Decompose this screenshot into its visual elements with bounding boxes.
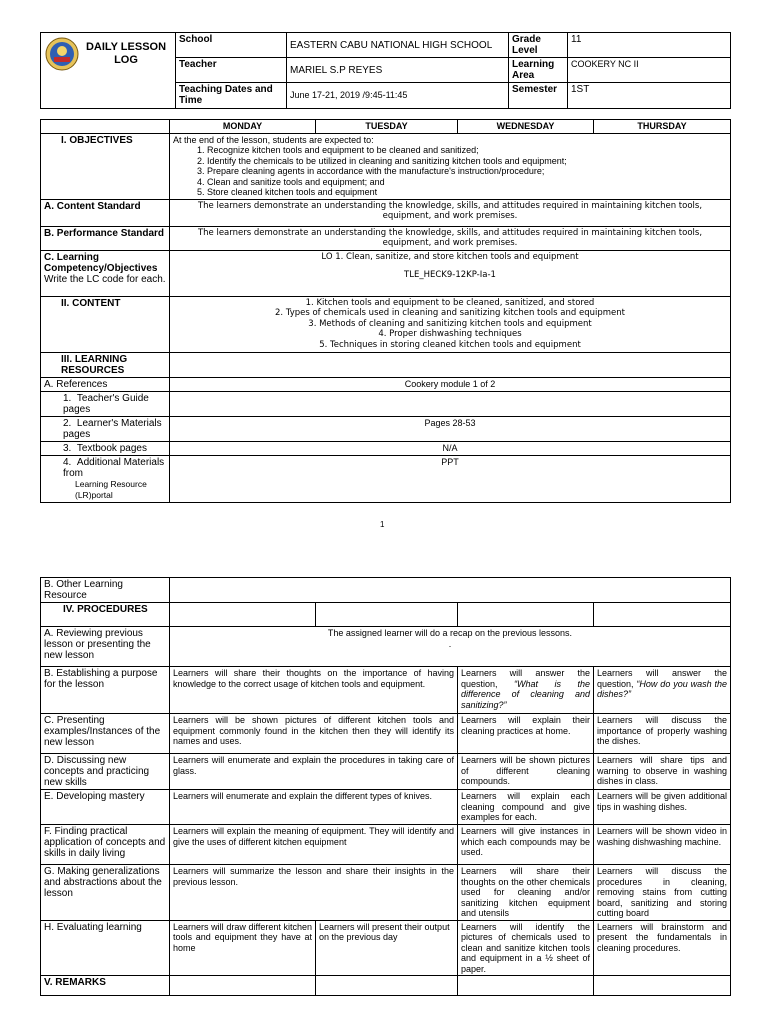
- objective-item: 2. Identify the chemicals to be utilized in cleaning and sanitizing kitchen tools and equipment;: [207, 156, 727, 167]
- tb-label: 3. Textbook pages: [41, 441, 170, 455]
- remarks-tue: [316, 976, 458, 996]
- semester-label: Semester: [509, 83, 568, 109]
- procedure-label-b: B. Establishing a purpose for the lesson: [41, 667, 170, 714]
- tg-label: 1. Teacher's Guide pages: [41, 391, 170, 416]
- procedure-b-thu-text: Learners will answer the question,: [597, 668, 727, 689]
- procedure-label-h: H. Evaluating learning: [41, 920, 170, 976]
- header-logo-cell: [41, 33, 176, 109]
- day-header-tuesday: TUESDAY: [316, 120, 458, 134]
- content-item: 1. Kitchen tools and equipment to be cleaned, sanitized, and stored: [305, 297, 595, 308]
- page-number: 1: [380, 520, 385, 529]
- competency-value-cell: [170, 250, 731, 296]
- procedure-a-text: The assigned learner will do a recap on the previous lessons.: [327, 628, 573, 638]
- lm-label-text: Learner's Materials pages: [63, 417, 162, 440]
- performance-standard-label: B. Performance Standard: [41, 226, 170, 250]
- procedure-b-wed-question: “What is the difference of cleaning and sanitizing?”: [461, 678, 590, 710]
- remarks-mon: [170, 976, 316, 996]
- procedures-wed: [458, 603, 594, 627]
- procedure-c-mon-tue: Learners will be shown pictures of different kitchen tools and equipment commonly found in the kitchen then they will identify its names and uses.: [170, 714, 458, 754]
- log-title: DAILY LESSON LOG: [85, 41, 167, 66]
- content-standard-value: The learners demonstrate an understanding the knowledge, skills, and attitudes required in maintaining kitchen tools, equipment, and work premises.: [170, 199, 731, 226]
- procedures-thu: [594, 603, 731, 627]
- content-item: 5. Techniques in storing cleaned kitchen tools and equipment: [319, 339, 581, 350]
- additional-sub: Learning Resource (LR)portal: [75, 478, 147, 500]
- procedure-h-tue: Learners will present their output on the previous day: [316, 920, 458, 976]
- content-standard-label: A. Content Standard: [41, 199, 170, 226]
- procedure-label-a: A. Reviewing previous lesson or presenting the new lesson: [41, 627, 170, 667]
- objectives-list: [173, 145, 727, 198]
- procedure-f-thu: Learners will be shown video in washing dishwashing machine.: [594, 825, 731, 865]
- tb-value: N/A: [170, 441, 731, 455]
- procedure-label-g: G. Making generalizations and abstractions about the lesson: [41, 865, 170, 921]
- procedure-label-d: D. Discussing new concepts and practicing new skills: [41, 754, 170, 790]
- other-resource-value: [170, 578, 731, 603]
- procedure-h-wed: Learners will identify the pictures of chemicals used to clean and sanitize kitchen tools and equipment in a ½ sheet of paper.: [458, 920, 594, 976]
- school-value: EASTERN CABU NATIONAL HIGH SCHOOL: [287, 33, 509, 58]
- area-value: COOKERY NC II: [568, 58, 731, 83]
- resources-value: [170, 352, 731, 377]
- remarks-label: V. REMARKS: [41, 976, 170, 996]
- lm-value: Pages 28-53: [170, 416, 731, 441]
- objectives-intro: At the end of the lesson, students are expected to:: [173, 134, 374, 145]
- lm-label: 2. Learner's Materials pages: [41, 416, 170, 441]
- procedure-h-thu: Learners will brainstorm and present the fundamentals in cleaning procedures.: [594, 920, 731, 976]
- procedures-tue: [316, 603, 458, 627]
- procedure-a-extra: .: [448, 638, 452, 649]
- day-header-wednesday: WEDNESDAY: [458, 120, 594, 134]
- objective-item: 4. Clean and sanitize tools and equipment; and: [207, 177, 727, 188]
- procedure-c-wed: Learners will explain their cleaning practices at home.: [458, 714, 594, 754]
- procedures-label: IV. PROCEDURES: [41, 603, 170, 627]
- content-item: 2. Types of chemicals used in cleaning and sanitizing kitchen tools and equipment: [275, 308, 625, 318]
- competency-label-cell: [41, 250, 170, 296]
- procedure-label-c: C. Presenting examples/Instances of the new lesson: [41, 714, 170, 754]
- procedure-b-mon-tue: Learners will share their thoughts on the importance of having knowledge to the correct usage of kitchen tools and equipment.: [170, 667, 458, 714]
- teacher-value: MARIEL S.P REYES: [287, 58, 509, 83]
- objectives-value: [170, 133, 731, 199]
- references-value: Cookery module 1 of 2: [170, 377, 731, 391]
- tb-label-text: Textbook pages: [76, 442, 147, 454]
- objectives-label: I. OBJECTIVES: [41, 133, 170, 199]
- procedure-a-value: [170, 627, 731, 667]
- semester-value: 1ST: [568, 83, 731, 109]
- lesson-table-page2: [40, 577, 731, 996]
- competency-note: Write the LC code for each.: [44, 273, 166, 285]
- grade-label: Grade Level: [509, 33, 568, 58]
- procedure-f-wed: Learners will give instances in which each compounds may be used.: [458, 825, 594, 865]
- day-header-monday: MONDAY: [170, 120, 316, 134]
- procedure-e-thu: Learners will be given additional tips in washing dishes.: [594, 790, 731, 825]
- procedure-label-e: E. Developing mastery: [41, 790, 170, 825]
- content-value: [170, 296, 731, 352]
- procedure-c-thu: Learners will discuss the importance of properly washing the dishes.: [594, 714, 731, 754]
- day-header-blank: [41, 120, 170, 134]
- competency-label: C. Learning Competency/Objectives: [44, 251, 158, 274]
- tg-value: [170, 391, 731, 416]
- content-label: II. CONTENT: [41, 296, 170, 352]
- remarks-thu: [594, 976, 731, 996]
- additional-value: PPT: [170, 455, 731, 502]
- procedure-b-wed-text: Learners will answer the question,: [461, 668, 590, 689]
- remarks-wed: [458, 976, 594, 996]
- other-resource-label: B. Other Learning Resource: [41, 578, 170, 603]
- additional-label-text: Additional Materials from: [63, 456, 165, 479]
- procedure-d-thu: Learners will share tips and warning to observe in washing dishes in class.: [594, 754, 731, 790]
- deped-seal-icon: [45, 37, 79, 71]
- header-table: [40, 32, 731, 109]
- lesson-table-page1: [40, 119, 731, 503]
- procedure-b-thu-question: “How do you wash the dishes?”: [597, 678, 728, 699]
- day-header-thursday: THURSDAY: [594, 120, 731, 134]
- dates-label: Teaching Dates and Time: [176, 83, 287, 109]
- procedure-h-mon: Learners will draw different kitchen tools and equipment they have at home: [170, 920, 316, 976]
- procedure-e-wed: Learners will explain each cleaning compound and give examples for each.: [458, 790, 594, 825]
- tg-label-text: Teacher's Guide pages: [63, 392, 149, 415]
- references-label: A. References: [41, 377, 170, 391]
- grade-value: 11: [568, 33, 731, 58]
- procedure-f-mon-tue: Learners will explain the meaning of equipment. They will identify and give the uses of different kitchen equipment: [170, 825, 458, 865]
- content-item: 3. Methods of cleaning and sanitizing kitchen tools and equipment: [308, 318, 592, 329]
- procedure-g-thu: Learners will discuss the procedures in cleaning, removing stains from cutting board, sanitizing and storing cutting board: [594, 865, 731, 921]
- performance-standard-value: The learners demonstrate an understanding the knowledge, skills, and attitudes required in maintaining kitchen tools, equipment, and work premises.: [170, 226, 731, 250]
- procedure-e-mon-tue: Learners will enumerate and explain the different types of knives.: [170, 790, 458, 825]
- competency-value: LO 1. Clean, sanitize, and store kitchen tools and equipment: [321, 251, 579, 262]
- objective-item: 5. Store cleaned kitchen tools and equipment: [207, 187, 727, 198]
- procedure-d-wed: Learners will be shown pictures of different cleaning compounds.: [458, 754, 594, 790]
- competency-code: TLE_HECK9-12KP-Ia-1: [404, 270, 496, 280]
- objective-item: 3. Prepare cleaning agents in accordance with the manufacture's instruction/procedure;: [207, 166, 727, 177]
- procedure-label-f: F. Finding practical application of concepts and skills in daily living: [41, 825, 170, 865]
- teacher-label: Teacher: [176, 58, 287, 83]
- dates-value: June 17-21, 2019 /9:45-11:45: [287, 83, 509, 109]
- procedure-d-mon-tue: Learners will enumerate and explain the procedures in taking care of glass.: [170, 754, 458, 790]
- school-label: School: [176, 33, 287, 58]
- procedure-b-wed: [458, 667, 594, 714]
- content-item: 4. Proper dishwashing techniques: [378, 329, 522, 339]
- additional-label: 4. Additional Materials from Learning Resource (LR)portal: [41, 455, 170, 502]
- resources-label: III. LEARNING RESOURCES: [41, 352, 170, 377]
- procedure-g-mon-tue: Learners will summarize the lesson and share their insights in the previous lesson.: [170, 865, 458, 921]
- procedure-g-wed: Learners will share their thoughts on the other chemicals used for cleaning and/or sanitizing kitchen equipment and utensils: [458, 865, 594, 921]
- objective-item: 1. Recognize kitchen tools and equipment to be cleaned and sanitized;: [207, 145, 727, 156]
- procedures-mon: [170, 603, 316, 627]
- area-label: Learning Area: [509, 58, 568, 83]
- procedure-b-thu: [594, 667, 731, 714]
